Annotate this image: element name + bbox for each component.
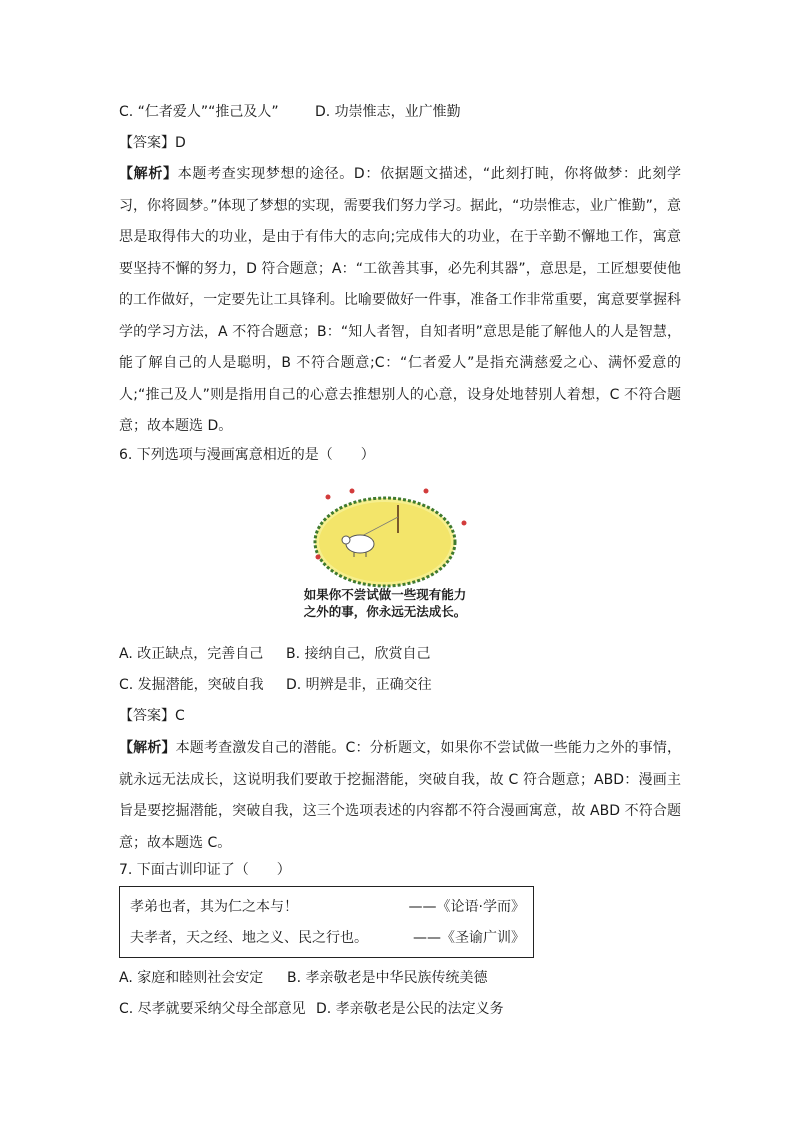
cartoon-caption-line1: 如果你不尝试做一些现有能力 [303, 587, 467, 602]
q6-analysis [119, 733, 681, 859]
q6-option-b: B. 接纳自己，欣赏自己 [286, 646, 431, 662]
q6-stem: 6. 下列选项与漫画寓意相近的是（ ） [119, 447, 375, 463]
q5-option-c: C. “仁者爱人”“推己及人” [119, 104, 279, 120]
q7-option-a: A. 家庭和睦则社会安定 [119, 970, 264, 986]
q6-analysis-text: 本题考查激发自己的潜能。C：分析题文，如果你不尝试做一些能力之外的事情，就永远无法成长，这说明我们要敢于挖掘潜能，突破自我，故 C 符合题意；ABD：漫画主旨是要挖掘潜能，突破自我，这三个选项表述的内容都不符合漫画寓意，故 ABD 不符合题意；故本题选 C。 [119, 740, 681, 851]
q5-analysis-text: 本题考查实现梦想的途径。D：依据题文描述，“此刻打盹，你将做梦：此刻学习，你将圆梦。”体现了梦想的实现，需要我们努力学习。据此，“功崇惟志，业广惟勤”，意思是取得伟大的功业，是由于有伟大的志向;完成伟大的功业，在于辛勤不懈地工作，寓意要坚持不懈的努力，D 符合题意；A：“工欲善其事，必先利其器”，意思是，工匠想要使他的工作做好，一定要先让工具锋利。比喻要做好一件事，准备工作非常重要，寓意要掌握科学的学习方法，A 不符合题意；B：“知人者智，自知者明”意思是能了解他人的人是智慧，能了解自己的人是聪明，B 不符合题意;C：“仁者爱人”是指充满慈爱之心、满怀爱意的人;“推己及人”则是指用自己的心意去推想别人的心意，设身处地替别人着想，C 不符合题意；故本题选 D。 [119, 166, 682, 434]
field-inner [319, 502, 451, 582]
flower-icon [326, 495, 331, 500]
q6-option-c: C. 发掘潜能，突破自我 [119, 677, 264, 693]
q7-option-c: C. 尽孝就要采纳父母全部意见 [119, 1001, 306, 1017]
flower-icon [316, 555, 321, 560]
quote-1-source: ——《论语·学而》 [408, 899, 525, 915]
flower-icon [462, 521, 467, 526]
q6-analysis-label: 【解析】 [119, 740, 176, 756]
sheep-icon [346, 535, 374, 553]
q5-answer: 【答案】D [119, 135, 186, 151]
q5-analysis [119, 159, 681, 443]
q7-option-b: B. 孝亲敬老是中华民族传统美德 [287, 970, 488, 986]
q7-stem: 7. 下面古训印证了（ ） [119, 862, 291, 878]
q6-option-d: D. 明辨是非，正确交往 [286, 677, 432, 693]
q6-option-a: A. 改正缺点，完善自己 [119, 646, 264, 662]
quote-row-2 [130, 928, 525, 948]
flower-icon [350, 489, 355, 494]
quote-row-1 [130, 897, 525, 917]
quote-1: 孝弟也者，其为仁之本与！ [130, 899, 298, 915]
cartoon-image [300, 485, 470, 595]
quote-2-source: ——《圣谕广训》 [413, 930, 525, 946]
cartoon-caption-line2: 之外的事，你永远无法成长。 [303, 604, 467, 619]
q5-analysis-label: 【解析】 [119, 166, 178, 182]
flower-icon [424, 489, 429, 494]
q6-answer: 【答案】C [119, 708, 185, 724]
q5-option-d: D. 功崇惟志，业广惟勤 [315, 104, 461, 120]
sheep-head [342, 536, 350, 544]
quote-2: 夫孝者，天之经、地之义、民之行也。 [130, 930, 368, 946]
quote-box [119, 886, 534, 958]
q7-option-d: D. 孝亲敬老是公民的法定义务 [316, 1001, 504, 1017]
